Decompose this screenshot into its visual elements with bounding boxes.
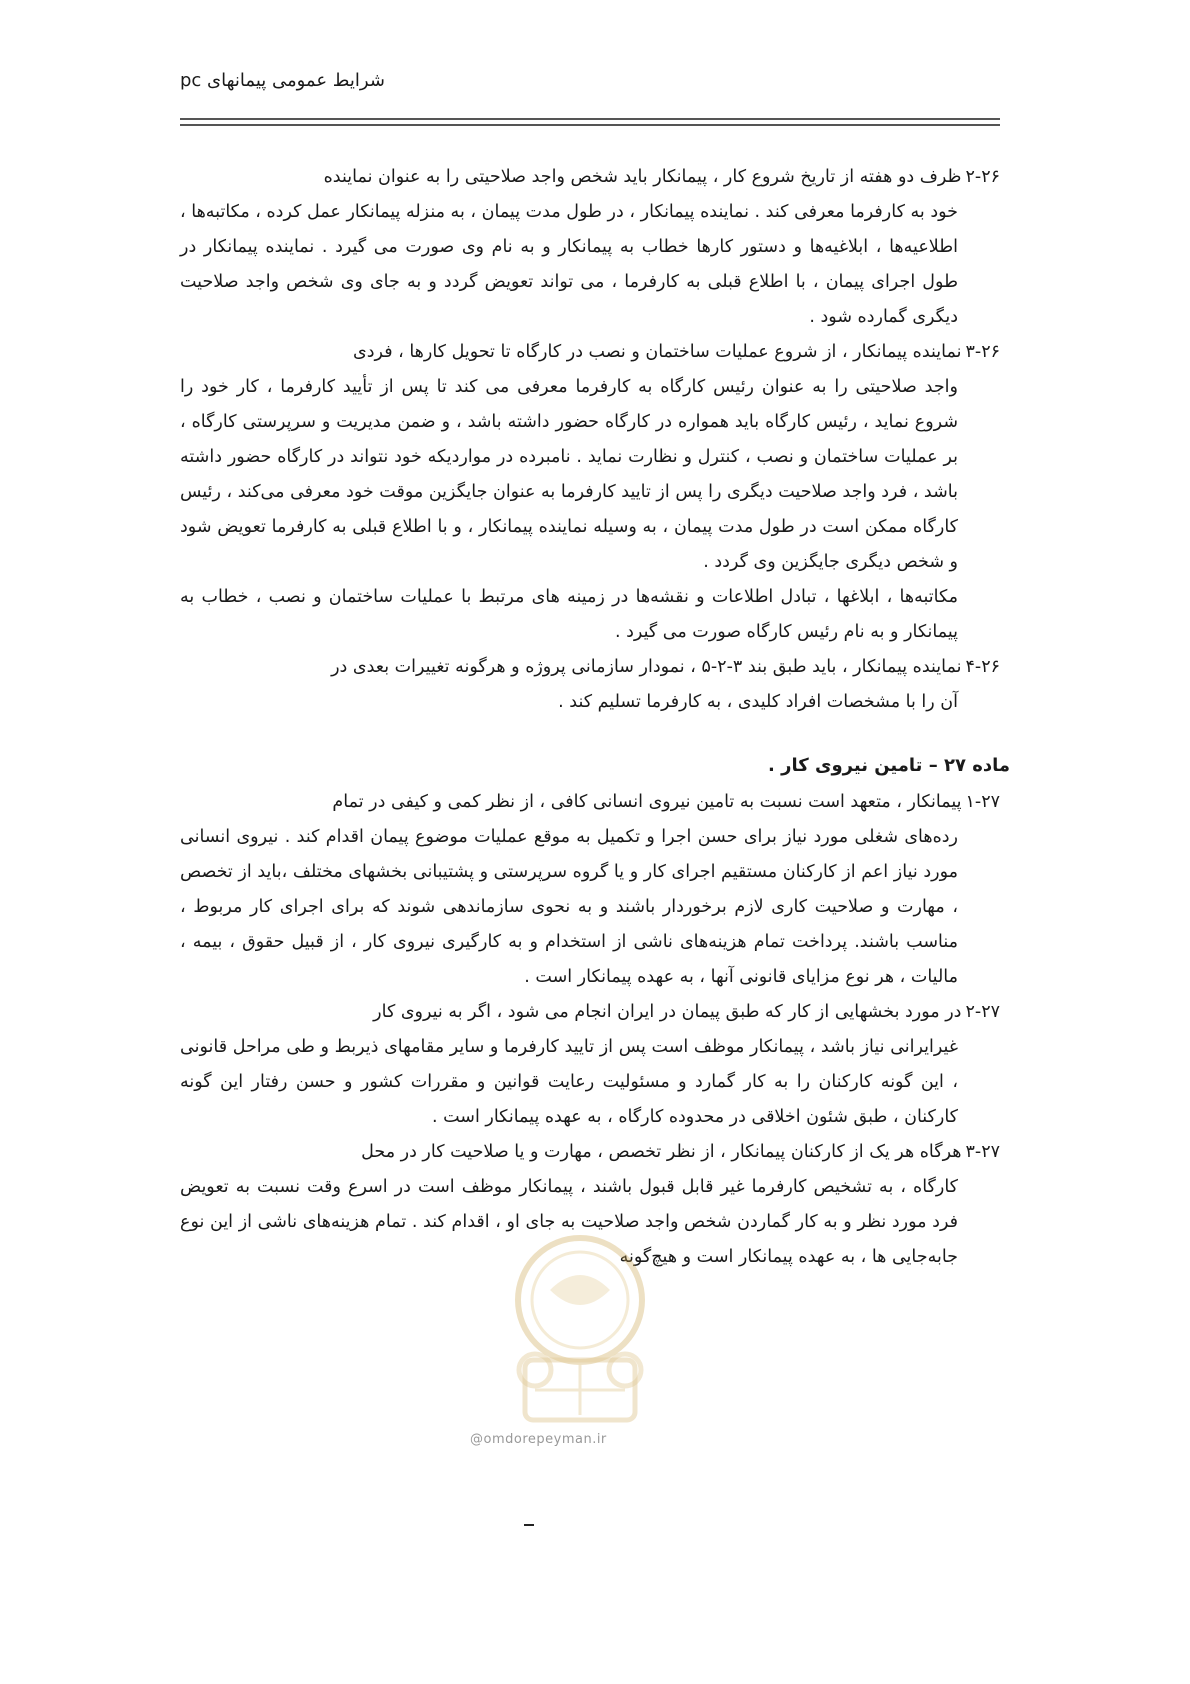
clause-first-line: هرگاه هر یک از کارکنان پیمانکار ، از نظر تخصص ، مهارت و یا صلاحیت کار در محل bbox=[361, 1142, 962, 1162]
clause-number: ۳-۲۷ bbox=[965, 1142, 1000, 1162]
clause-26-3 bbox=[180, 335, 1000, 370]
clause-number: ۲-۲۶ bbox=[965, 167, 1000, 187]
clause-body: آن را با مشخصات افراد کلیدی ، به کارفرما تسلیم کند . bbox=[558, 692, 958, 712]
clause-body: غیرایرانی نیاز باشد ، پیمانکار موظف است پس از تایید کارفرما و سایر مقامهای ذیربط و طی مراحل قانونی ، این گونه کارکنان را به کار گمارد و مسئولیت رعایت قوانین و مقررات کشور و حسن رفتار این گونه کارکنان ، طبق شئون اخلاقی در محدوده کارگاه ، به عهده پیمانکار است . bbox=[180, 1037, 958, 1127]
page-header bbox=[180, 68, 1000, 98]
clause-first-line: پیمانکار ، متعهد است نسبت به تامین نیروی انسانی کافی ، از نظر کمی و کیفی در تمام bbox=[332, 792, 962, 812]
clause-first-line: ظرف دو هفته از تاریخ شروع کار ، پیمانکار باید شخص واجد صلاحیتی را به عنوان نماینده bbox=[323, 167, 962, 187]
clause-number: ۴-۲۶ bbox=[965, 657, 1000, 677]
clause-27-3 bbox=[180, 1135, 1000, 1170]
watermark-site-text: @omdorepeyman.ir bbox=[470, 1432, 607, 1447]
clause-number: ۲-۲۷ bbox=[965, 1002, 1000, 1022]
clause-number: ۳-۲۶ bbox=[965, 342, 1000, 362]
header-divider bbox=[180, 118, 1000, 126]
page-number-mark bbox=[524, 1524, 534, 1526]
clause-number: ۱-۲۷ bbox=[965, 792, 1000, 812]
clause-body: رده‌های شغلی مورد نیاز برای حسن اجرا و تکمیل به موقع عملیات موضوع پیمان اقدام کند . نیروی انسانی مورد نیاز اعم از کارکنان مستقیم اجرای کار و یا گروه سرپرستی و پشتیبانی بخشهای مختلف ،باید از تخصص ، مهارت و صلاحیت کاری لازم برخوردار باشند و به نحوی سازماندهی شوند که برای اجرای کار مربوط ، مناسب باشند. پرداخت تمام هزینه‌های ناشی از استخدام و به کارگیری نیروی کار ، از قبیل حقوق ، بیمه ، مالیات ، هر نوع مزایای قانونی آنها ، به عهده پیمانکار است . bbox=[180, 827, 958, 987]
clause-body: خود به کارفرما معرفی کند . نماینده پیمانکار ، در طول مدت پیمان ، به منزله پیمانکار عمل کرده ، مکاتبه‌ها ، اطلاعیه‌ها ، ابلاغیه‌ها و دستور کارها خطاب به پیمانکار و به نام وی صورت می گیرد . نماینده پیمانکار در طول اجرای پیمان ، با اطلاع قبلی به کارفرما ، می تواند تعویض گردد و به جای وی شخص واجد صلاحیت دیگری گمارده شود . bbox=[180, 202, 958, 327]
watermark-logo bbox=[480, 1230, 680, 1450]
header-title: شرایط عمومی پیمانهای pc bbox=[180, 70, 385, 91]
section-heading: ماده ۲۷ – تامین نیروی کار . bbox=[768, 755, 1010, 776]
clause-26-2 bbox=[180, 160, 1000, 195]
clause-first-line: در مورد بخشهایی از کار که طبق پیمان در ایران انجام می شود ، اگر به نیروی کار bbox=[373, 1002, 962, 1022]
clause-first-line: نماینده پیمانکار ، از شروع عملیات ساختمان و نصب در کارگاه تا تحویل کارها ، فردی bbox=[353, 342, 962, 362]
document-body bbox=[180, 160, 1010, 1275]
clause-27-2 bbox=[180, 995, 1000, 1030]
clause-27-1 bbox=[180, 785, 1000, 820]
clause-26-4 bbox=[180, 650, 1000, 685]
clause-body: کارگاه ، به تشخیص کارفرما غیر قابل قبول باشند ، پیمانکار موظف است در اسرع وقت نسبت به تعویض فرد مورد نظر و به کار گماردن شخص واجد صلاحیت به جای او ، اقدام کند . تمام هزینه‌های ناشی از این نوع جابه‌جایی ها ، به عهده پیمانکار است و هیچ‌گونه bbox=[180, 1177, 958, 1267]
clause-body-extra: مکاتبه‌ها ، ابلاغها ، تبادل اطلاعات و نقشه‌ها در زمینه های مرتبط با عملیات ساختمان و نصب ، خطاب به پیمانکار و به نام رئیس کارگاه صورت می گیرد . bbox=[180, 587, 958, 642]
clause-first-line: نماینده پیمانکار ، باید طبق بند ۳-۲-۵ ، نمودار سازمانی پروژه و هرگونه تغییرات بعدی در bbox=[331, 657, 962, 677]
clause-body: واجد صلاحیتی را به عنوان رئیس کارگاه به کارفرما معرفی می کند تا پس از تأیید کارفرما ، کار خود را شروع نماید ، رئیس کارگاه باید همواره در کارگاه حضور داشته باشد ، و ضمن مدیریت و سرپرستی کارگاه ، بر عملیات ساختمان و نصب ، کنترل و نظارت نماید . نامبرده در مواردیکه خود نتواند در کارگاه حضور داشته باشد ، فرد واجد صلاحیت دیگری را پس از تایید کارفرما به عنوان جایگزین موقت خود معرفی می‌کند ، رئیس کارگاه ممکن است در طول مدت پیمان ، به وسیله نماینده پیمانکار ، و با اطلاع قبلی به کارفرما تعویض شود و شخص دیگری جایگزین وی گردد . bbox=[180, 377, 958, 572]
